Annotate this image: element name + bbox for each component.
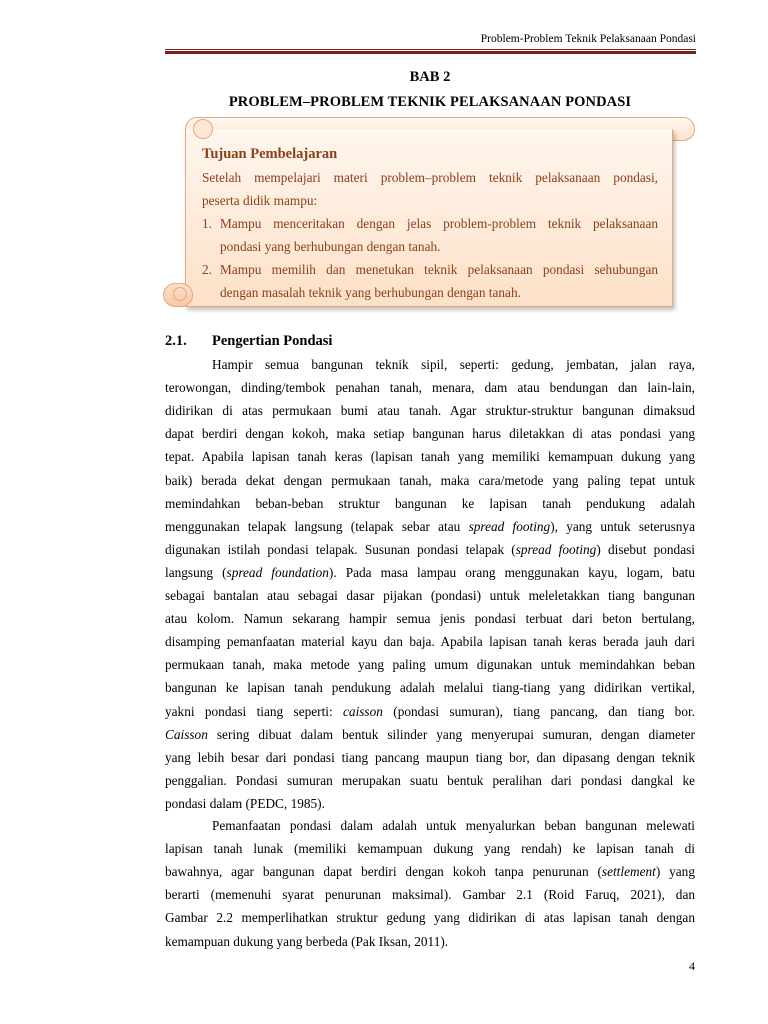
body-text-line: permukaan tanah, maka metode yang paling umum digunakan untuk memindahkan beban (165, 657, 695, 673)
chapter-number: BAB 2 (409, 69, 451, 85)
body-text-line: dapat berdiri dengan kokoh, maka setiap bangunan harus diletakkan di atas pondasi yang (165, 426, 695, 442)
body-text-line: baik) berada dekat dengan permukaan tanah, maka cara/metode yang paling tepat untuk (165, 472, 695, 488)
body-text-line: berarti (memenuhi syarat penurunan maksimal). Gambar 2.1 (Roid Faruq, 2021), dan (165, 887, 695, 903)
body-text-line: langsung (spread foundation). Pada masa lampau orang menggunakan kayu, logam, batu (165, 564, 696, 580)
body-text-line: bangunan ke lapisan tanah pendukung adalah melalui tiang-tiang yang didirikan vertikal, (165, 680, 695, 696)
objective-item-number: 1. (202, 216, 212, 231)
chapter-title: PROBLEM–PROBLEM TEKNIK PELAKSANAAN PONDASI (228, 94, 632, 110)
objectives-intro-line: peserta didik mampu: (202, 193, 318, 208)
body-text-line: Caisson sering dibuat dalam bentuk silinder yang menyerupai sumuran, dengan diameter (165, 726, 695, 742)
objective-item-line: Mampu menceritakan dengan jelas problem-problem teknik pelaksanaan (220, 216, 658, 231)
body-text-line: Hampir semua bangunan teknik sipil, seperti: gedung, jembatan, jalan raya, (212, 357, 695, 372)
body-text-line: lapisan tanah lunak (memiliki kemampuan dukung yang rendah) ke lapisan tanah di (165, 841, 695, 857)
objective-item-line: dengan masalah teknik yang berhubungan dengan tanah. (220, 285, 521, 300)
body-text-line: bawahnya, agar bangunan dapat berdiri dengan kokoh tanpa penurunan (settlement) yang (165, 864, 695, 880)
body-text-line: atau kolom. Namun sekarang hampir semua jenis pondasi terbuat dari beton bertulang, (165, 611, 695, 627)
body-text-line: didirikan di atas permukaan bumi atau tanah. Agar struktur-struktur bangunan dimaksud (165, 403, 695, 419)
body-text-line: penggalian. Pondasi sumuran merupakan suatu bentuk peralihan dari pondasi dangkal ke (165, 772, 695, 788)
body-text-line: pondasi dalam (PEDC, 1985). (165, 795, 325, 811)
body-text-line: disamping pemanfaatan material kayu dan baja. Apabila lapisan tanah keras berada jauh dari (165, 634, 695, 650)
body-text-line: tepat. Apabila lapisan tanah keras (lapisan tanah yang memiliki kemampuan dukung yang (165, 449, 695, 465)
objective-item-number: 2. (202, 262, 212, 277)
body-text-line: sebagai bantalan atau sebagai dasar pijakan (pondasi) untuk meleletakkan tiang bangunan (165, 588, 695, 603)
header-rule-thick (165, 51, 696, 54)
running-header: Problem-Problem Teknik Pelaksanaan Pondasi (480, 33, 696, 45)
scroll-curl-inner (173, 287, 187, 301)
section-number: 2.1. (165, 333, 187, 349)
body-text-line: kemampuan dukung yang berbeda (Pak Iksan, 2011). (165, 933, 449, 949)
body-text-line: yakni pondasi tiang seperti: caisson (pondasi sumuran), tiang pancang, dan tiang bor. (165, 703, 695, 719)
header-rule-thin (165, 49, 696, 50)
body-text-line: Pemanfaatan pondasi dalam adalah untuk menyalurkan beban bangunan melewati (212, 818, 695, 833)
body-text-line: yang lebih besar dari pondasi tiang pancang maupun tiang bor, dan dipasang dengan teknik (165, 749, 695, 765)
body-text-line: terowongan, dinding/tembok penahan tanah, menara, dam atau bendungan dan lain-lain, (165, 380, 695, 396)
body-text-line: memindahkan beban-beban struktur bangunan ke lapisan tanah pendukung adalah (165, 495, 695, 511)
objective-item-line: Mampu memilih dan menetukan teknik pelaksanaan pondasi sehubungan (220, 262, 658, 277)
body-text-line: menggunakan telapak langsung (telapak sebar atau spread footing), yang untuk seterusnya (165, 518, 695, 534)
objectives-title: Tujuan Pembelajaran (202, 146, 338, 162)
objectives-intro-line: Setelah mempelajari materi problem–problem teknik pelaksanaan pondasi, (202, 170, 658, 185)
body-text-line: Gambar 2.2 memperlihatkan struktur gedung yang didirikan di atas lapisan tanah dengan (165, 910, 695, 926)
section-title: Pengertian Pondasi (212, 333, 333, 349)
objective-item-line: pondasi yang berhubungan dengan tanah. (220, 239, 441, 254)
page-number: 4 (689, 959, 695, 973)
body-text-line: digunakan istilah pondasi telapak. Susunan pondasi telapak (spread footing) disebut pondasi (165, 541, 695, 557)
scroll-curl-top (193, 119, 213, 139)
